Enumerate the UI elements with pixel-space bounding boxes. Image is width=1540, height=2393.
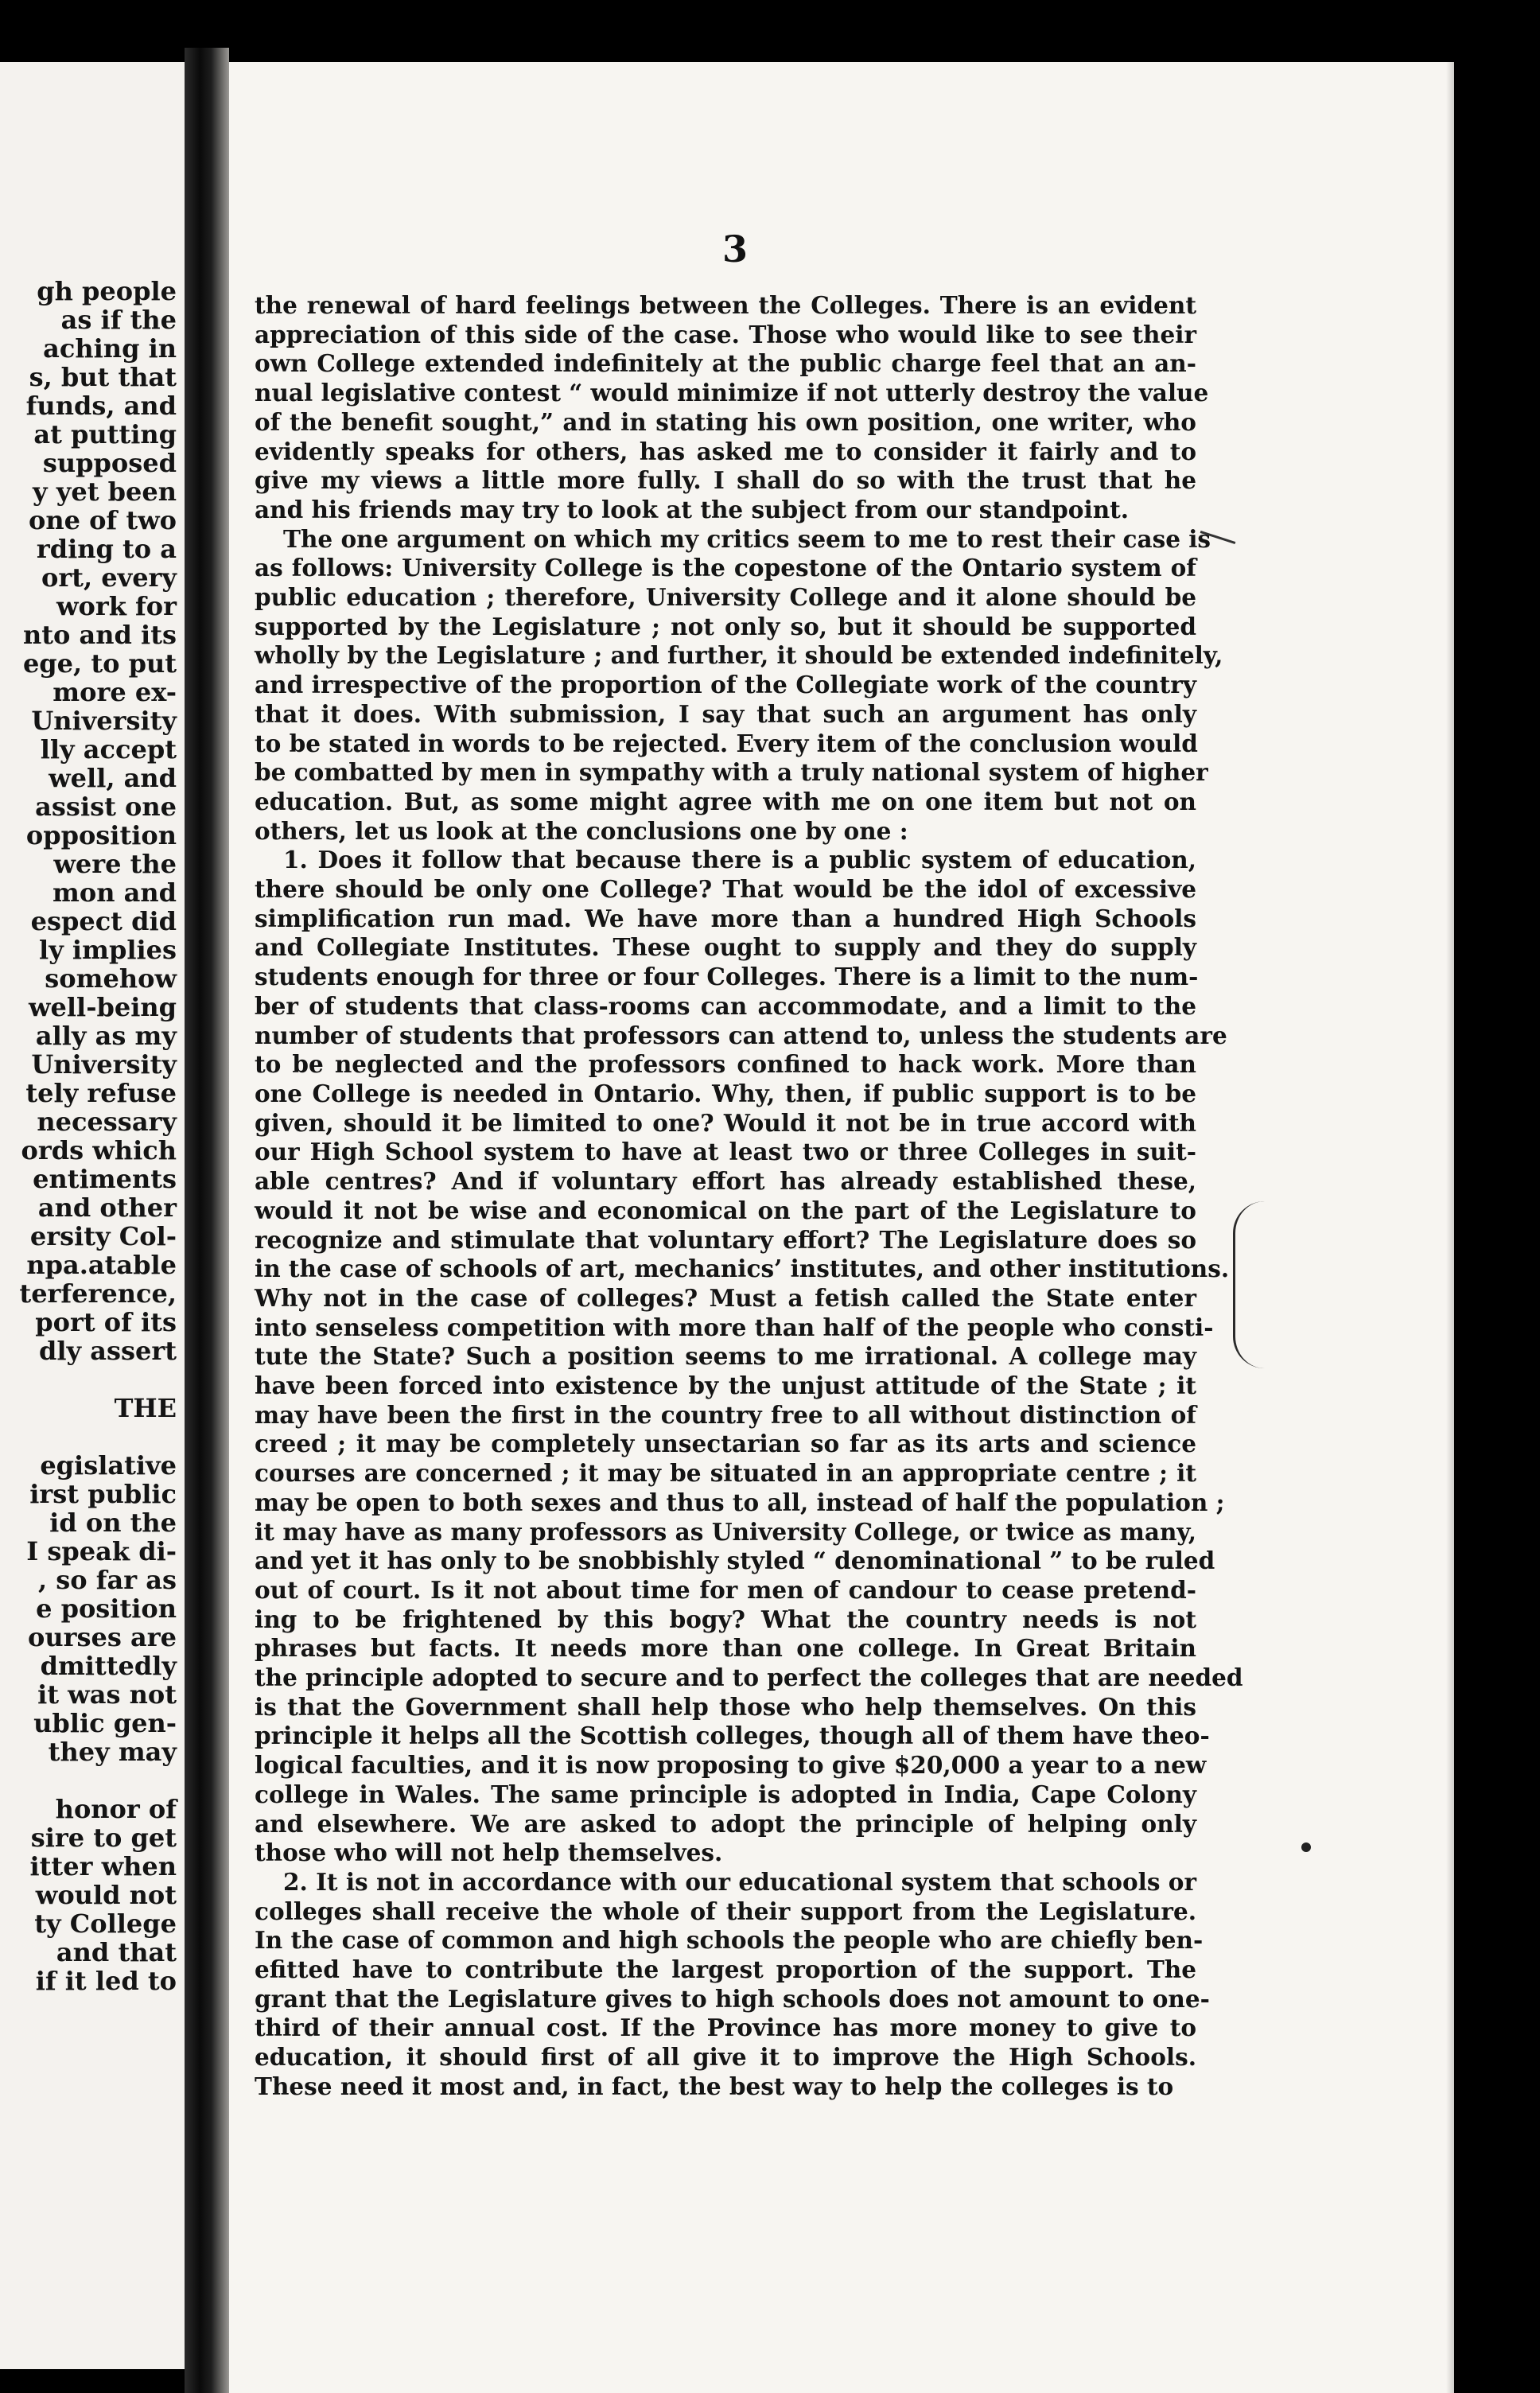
text-line: ber of students that class-rooms can accommodate, and a limit to the <box>255 991 1196 1020</box>
text-line: be combatted by men in sympathy with a truly national system of higher <box>255 758 1208 787</box>
body-text <box>255 291 1243 2102</box>
facing-page-line: ally as my <box>35 1021 177 1051</box>
text-line: colleges shall receive the whole of their support from the Legislature. <box>255 1897 1196 1925</box>
text-line: 2. It is not in accordance with our educational system that schools or <box>283 1867 1196 1896</box>
text-line: logical faculties, and it is now proposing to give $20,000 a year to a new <box>255 1751 1207 1780</box>
facing-page-line: and other <box>37 1193 177 1223</box>
facing-page-line: well, and <box>49 763 177 793</box>
text-line: creed ; it may be completely unsectarian so far as its arts and science <box>255 1430 1196 1458</box>
text-line: evidently speaks for others, has asked me to consider it fairly and to <box>255 437 1196 465</box>
facing-page-line: assist one <box>35 792 177 822</box>
facing-page-line: one of two <box>28 505 177 535</box>
text-line: able centres? And if voluntary effort has already established these, <box>255 1167 1196 1196</box>
facing-page-line: ords which <box>21 1135 177 1165</box>
text-line: may have been the first in the country free to all without distinction of <box>255 1400 1196 1429</box>
page-number: 3 <box>721 228 748 270</box>
text-line: ing to be frightened by this bogy? What the country needs is not <box>255 1605 1196 1633</box>
facing-page-line: sire to get <box>30 1823 177 1853</box>
text-line: would it not be wise and economical on the part of the Legislature to <box>255 1196 1196 1224</box>
margin-bracket <box>1233 1201 1272 1368</box>
facing-page-line: THE <box>114 1393 177 1423</box>
text-line: there should be only one College? That would be the idol of excessive <box>255 875 1196 904</box>
text-line: that it does. With submission, I say that such an argument has only <box>255 699 1196 728</box>
facing-page-line: if it led to <box>35 1966 177 1996</box>
facing-page-line: s, but that <box>29 362 177 392</box>
text-line: college in Wales. The same principle is adopted in India, Cape Colony <box>255 1780 1196 1808</box>
facing-page-line: lly accept <box>40 734 177 765</box>
facing-page-line: honor of <box>55 1794 177 1824</box>
text-line: as follows: University College is the copestone of the Ontario system of <box>255 554 1196 582</box>
text-line: third of their annual cost. If the Province has more money to give to <box>255 2014 1196 2042</box>
facing-page-line: supposed <box>42 448 177 478</box>
facing-page-line: dly assert <box>38 1336 177 1366</box>
text-line: courses are concerned ; it may be situated in an appropriate centre ; it <box>255 1459 1196 1488</box>
facing-page-line: gh people <box>37 276 177 306</box>
facing-page-line: funds, and <box>25 391 177 421</box>
facing-page-line: rding to a <box>36 534 177 564</box>
text-line: In the case of common and high schools the people who are chiefly ben- <box>255 1926 1204 1955</box>
facing-page-fragment <box>0 62 185 2369</box>
text-line: principle it helps all the Scottish colleges, though all of them have theo- <box>255 1722 1210 1750</box>
text-line: others, let us look at the conclusions one by one : <box>255 816 908 845</box>
paragraph <box>255 1867 1210 2102</box>
facing-page-line: were the <box>53 849 177 879</box>
text-line: have been forced into existence by the unjust attitude of the State ; it <box>255 1372 1196 1400</box>
facing-page-line: ort, every <box>41 562 177 593</box>
text-line: one College is needed in Ontario. Why, then, if public support is to be <box>255 1079 1196 1107</box>
facing-page-line: itter when <box>29 1851 177 1881</box>
facing-page-line: id on the <box>49 1508 177 1538</box>
facing-page-line: ublic gen- <box>33 1708 177 1738</box>
facing-page-line: ersity Col- <box>29 1221 177 1251</box>
text-line: students enough for three or four Colleges. There is a limit to the num- <box>255 963 1199 991</box>
text-line: and yet it has only to be snobbishly styled “ denominational ” to be ruled <box>255 1547 1215 1575</box>
text-line: education, it should first of all give it to improve the High Schools. <box>255 2043 1196 2072</box>
facing-page-line: , so far as <box>37 1565 177 1595</box>
text-line: supported by the Legislature ; not only so, but it should be supported <box>255 612 1196 640</box>
text-line: the principle adopted to secure and to perfect the colleges that are needed <box>255 1663 1243 1692</box>
text-line: is that the Government shall help those who help themselves. On this <box>255 1692 1196 1721</box>
facing-page-line: at putting <box>33 419 177 449</box>
facing-page-line: e position <box>36 1593 177 1624</box>
text-line: and his friends may try to look at the subject from our standpoint. <box>255 495 1130 523</box>
text-line: the renewal of hard feelings between the Colleges. There is an evident <box>255 291 1196 319</box>
facing-page-line: dmittedly <box>40 1651 177 1681</box>
facing-page-line: University <box>31 1049 177 1080</box>
text-line: nual legislative contest “ would minimize if not utterly destroy the value <box>255 379 1209 407</box>
page <box>229 62 1454 2393</box>
facing-page-line: as if the <box>60 305 177 335</box>
text-line: and irrespective of the proportion of the Collegiate work of the country <box>255 671 1196 699</box>
text-line: to be neglected and the professors confined to hack work. More than <box>255 1050 1196 1079</box>
text-line: phrases but facts. It needs more than one college. In Great Britain <box>255 1634 1196 1663</box>
text-line: own College extended indefinitely at the public charge feel that an an- <box>255 349 1196 378</box>
text-line: public education ; therefore, University College and it alone should be <box>255 583 1196 612</box>
facing-page-line: irst public <box>29 1479 177 1509</box>
facing-page-line: and that <box>56 1937 177 1967</box>
facing-page-line: it was not <box>37 1679 177 1710</box>
text-line: simplification run mad. We have more than a hundred High Schools <box>255 904 1196 932</box>
facing-page-line: tely refuse <box>25 1078 177 1108</box>
facing-page-line: somehow <box>45 963 177 994</box>
facing-page-line: entiments <box>33 1164 177 1194</box>
facing-page-line: nto and its <box>23 620 177 650</box>
text-line: wholly by the Legislature ; and further, it should be extended indefinitely, <box>255 641 1223 670</box>
text-line: give my views a little more fully. I shall do so with the trust that he <box>255 466 1196 495</box>
text-line: those who will not help themselves. <box>255 1839 723 1867</box>
facing-page-line: University <box>31 706 177 736</box>
text-line: to be stated in words to be rejected. Every item of the conclusion would <box>255 729 1198 757</box>
facing-page-line: well-being <box>28 992 177 1022</box>
text-line: These need it most and, in fact, the best way to help the colleges is to <box>255 2072 1174 2100</box>
text-line: efitted have to contribute the largest proportion of the support. The <box>255 1955 1196 1984</box>
paragraph <box>255 291 1209 525</box>
text-line: Why not in the case of colleges? Must a fetish called the State enter <box>255 1283 1196 1312</box>
paragraph <box>255 524 1223 846</box>
facing-page-line: ty College <box>34 1909 177 1939</box>
text-line: our High School system to have at least two or three Colleges in suit- <box>255 1138 1196 1166</box>
text-line: and elsewhere. We are asked to adopt the principle of helping only <box>255 1809 1196 1838</box>
text-line: recognize and stimulate that voluntary effort? The Legislature does so <box>255 1225 1196 1254</box>
text-line: and Collegiate Institutes. These ought to supply and they do supply <box>255 933 1196 962</box>
facing-page-line: I speak di- <box>26 1536 177 1566</box>
facing-page-line: they may <box>48 1737 177 1767</box>
facing-page-line: ourses are <box>28 1622 177 1652</box>
paragraph <box>255 846 1243 1868</box>
text-line: number of students that professors can attend to, unless the students are <box>255 1021 1227 1049</box>
text-line: into senseless competition with more than half of the people who consti- <box>255 1313 1214 1341</box>
facing-page-line: opposition <box>25 820 177 850</box>
facing-page-line: aching in <box>43 333 177 364</box>
facing-page-line: y yet been <box>33 477 177 507</box>
facing-page-line: more ex- <box>52 677 177 707</box>
text-line: appreciation of this side of the case. Those who would like to see their <box>255 320 1196 348</box>
facing-page-line: port of its <box>35 1307 177 1337</box>
facing-page-line: npa.atable <box>26 1250 177 1280</box>
facing-page-line: terference, <box>19 1278 177 1309</box>
facing-page-line: necessary <box>37 1107 177 1137</box>
text-line: may be open to both sexes and thus to all, instead of half the population ; <box>255 1488 1225 1516</box>
facing-page-line: work for <box>56 591 177 621</box>
text-line: education. But, as some might agree with me on one item but not on <box>255 787 1196 815</box>
text-line: tute the State? Such a position seems to me irrational. A college may <box>255 1342 1196 1371</box>
text-line: grant that the Legislature gives to high schools does not amount to one- <box>255 1984 1210 2013</box>
text-line: given, should it be limited to one? Would it not be in true accord with <box>255 1108 1196 1137</box>
facing-page-line: egislative <box>40 1450 177 1481</box>
text-line: The one argument on which my critics seem to me to rest their case is <box>283 524 1211 553</box>
facing-page-line: ly implies <box>39 935 177 965</box>
facing-page-line: espect did <box>30 906 177 936</box>
text-line: out of court. Is it not about time for men of candour to cease pretend- <box>255 1575 1196 1604</box>
facing-page-line: ege, to put <box>22 648 177 679</box>
ink-speck <box>1301 1842 1311 1852</box>
facing-page-line: would not <box>35 1880 177 1910</box>
book-gutter <box>185 48 229 2393</box>
text-line: of the benefit sought,” and in stating his own position, one writer, who <box>255 407 1196 436</box>
text-line: 1. Does it follow that because there is a public system of education, <box>283 846 1196 874</box>
text-line: in the case of schools of art, mechanics’ institutes, and other institutions. <box>255 1255 1230 1283</box>
text-line: it may have as many professors as University College, or twice as many, <box>255 1517 1196 1546</box>
facing-page-line: mon and <box>52 877 177 908</box>
